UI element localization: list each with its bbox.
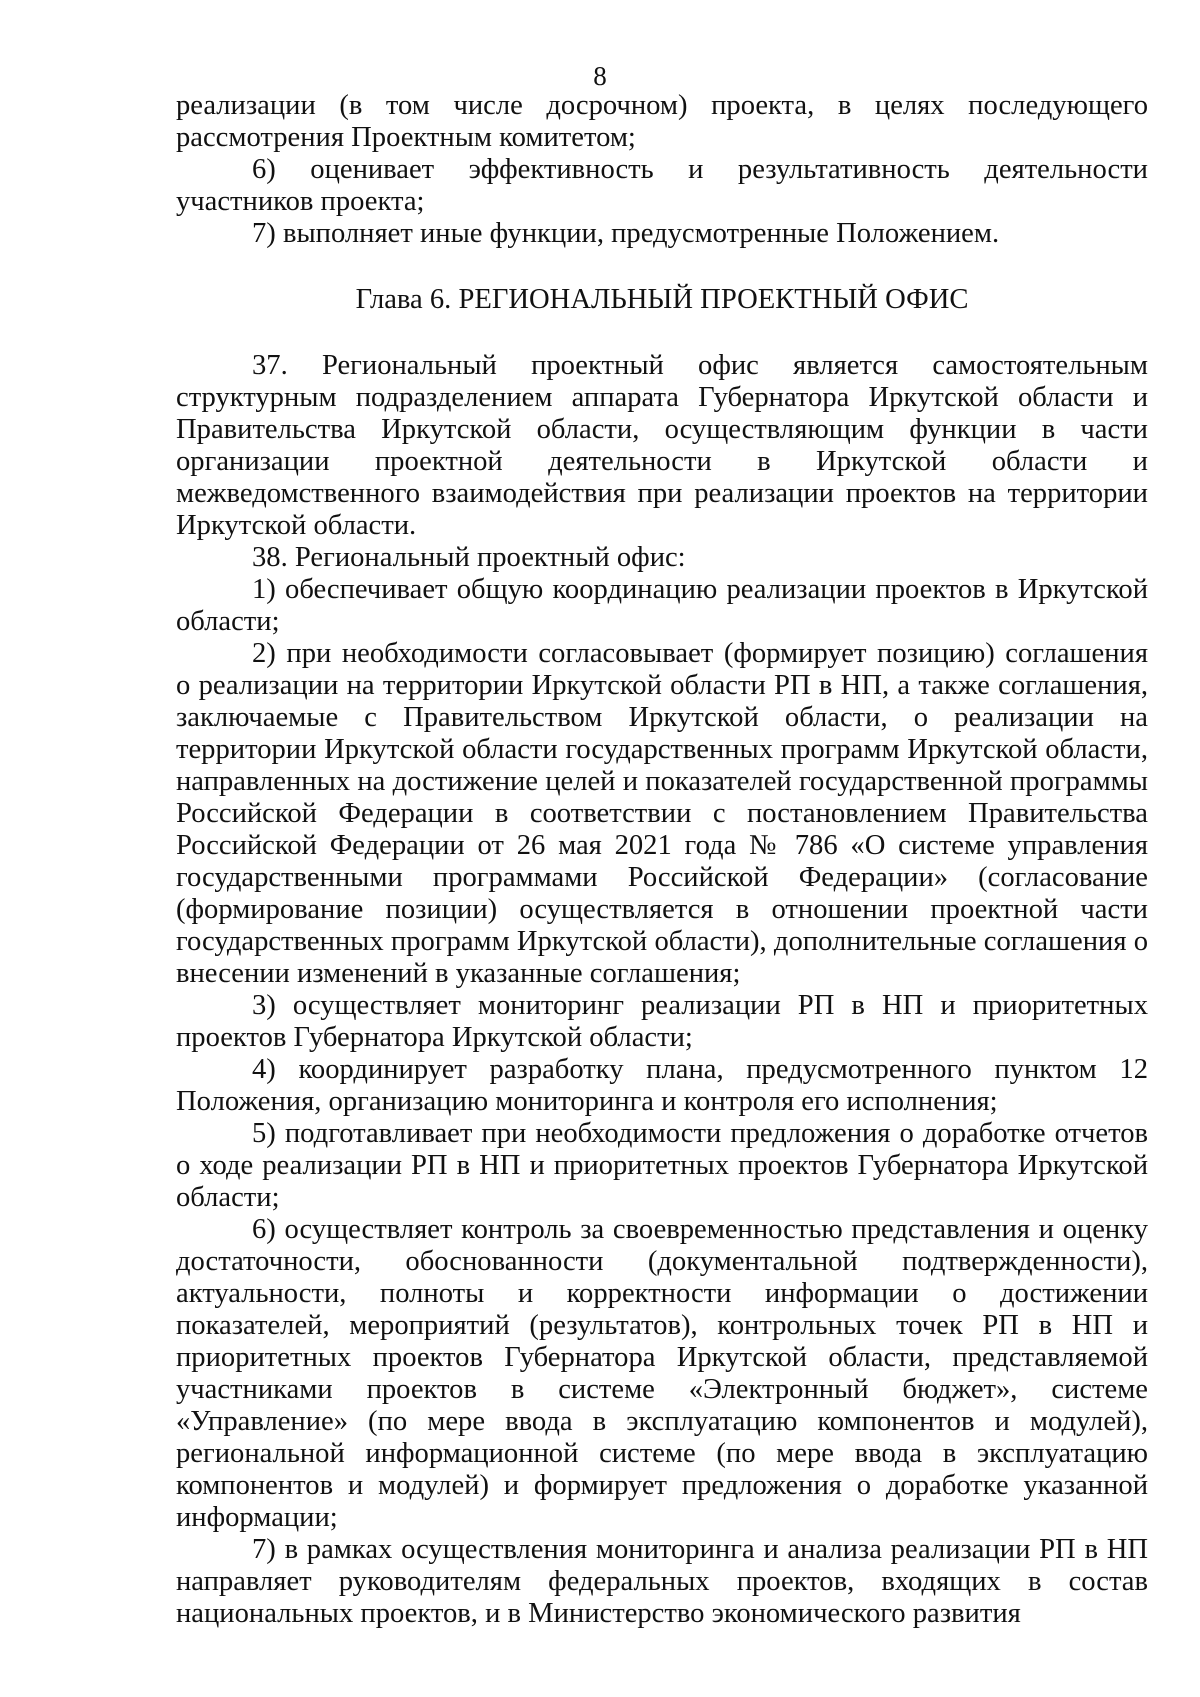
paragraph-item-7: 7) выполняет иные функции, предусмотренные Положением. <box>252 218 1000 249</box>
paragraph-38: 38. Региональный проектный офис: <box>252 542 686 573</box>
paragraph-38-item-1: 1) обеспечивает общую координацию реализации проектов в Иркутской области; <box>176 574 1148 637</box>
paragraph-38-item-4: 4) координирует разработку плана, предусмотренного пунктом 12 Положения, организацию мониторинга и контроля его исполнения; <box>176 1054 1148 1117</box>
paragraph-item-6: 6) оценивает эффективность и результативность деятельности участников проекта; <box>176 154 1148 217</box>
chapter-title: Глава 6. РЕГИОНАЛЬНЫЙ ПРОЕКТНЫЙ ОФИС <box>355 284 969 315</box>
paragraph-38-item-5: 5) подготавливает при необходимости предложения о доработке отчетов о ходе реализации РП в НП и приоритетных проектов Губернатора Иркутской области; <box>176 1118 1148 1213</box>
paragraph-38-item-7: 7) в рамках осуществления мониторинга и анализа реализации РП в НП направляет руководителям федеральных проектов, входящих в состав национальных проектов, и в Министерство экономического развития <box>176 1534 1148 1629</box>
page-number: 8 <box>593 61 607 91</box>
paragraph-continuation: реализации (в том числе досрочном) проекта, в целях последующего рассмотрения Проектным комитетом; <box>176 90 1148 153</box>
paragraph-38-item-3: 3) осуществляет мониторинг реализации РП в НП и приоритетных проектов Губернатора Иркутской области; <box>176 990 1148 1053</box>
document-body <box>176 90 1148 1630</box>
paragraph-37: 37. Региональный проектный офис является самостоятельным структурным подразделением аппарата Губернатора Иркутской области и Правительства Иркутской области, осуществляющим функции в части организации проектной деятельности в Иркутской области и межведомственного взаимодействия при реализации проектов на территории Иркутской области. <box>176 350 1148 541</box>
paragraph-38-item-6: 6) осуществляет контроль за своевременностью представления и оценку достаточности, обоснованности (документальной подтвержденности), актуальности, полноты и корректности информации о достижении показателей, мероприятий (результатов), контрольных точек РП в НП и приоритетных проектов Губернатора Иркутской области, представляемой участниками проектов в системе «Электронный бюджет», системе «Управление» (по мере ввода в эксплуатацию компонентов и модулей), региональной информационной системе (по мере ввода в эксплуатацию компонентов и модулей) и формирует предложения о доработке указанной информации; <box>176 1214 1148 1533</box>
paragraph-38-item-2: 2) при необходимости согласовывает (формирует позицию) соглашения о реализации на территории Иркутской области РП в НП, а также соглашения, заключаемые с Правительством Иркутской области, о реализации на территории Иркутской области государственных программ Иркутской области, направленных на достижение целей и показателей государственной программы Российской Федерации в соответствии с постановлением Правительства Российской Федерации от 26 мая 2021 года № 786 «О системе управления государственными программами Российской Федерации» (согласование (формирование позиции) осуществляется в отношении проектной части государственных программ Иркутской области), дополнительные соглашения о внесении изменений в указанные соглашения; <box>176 638 1148 989</box>
